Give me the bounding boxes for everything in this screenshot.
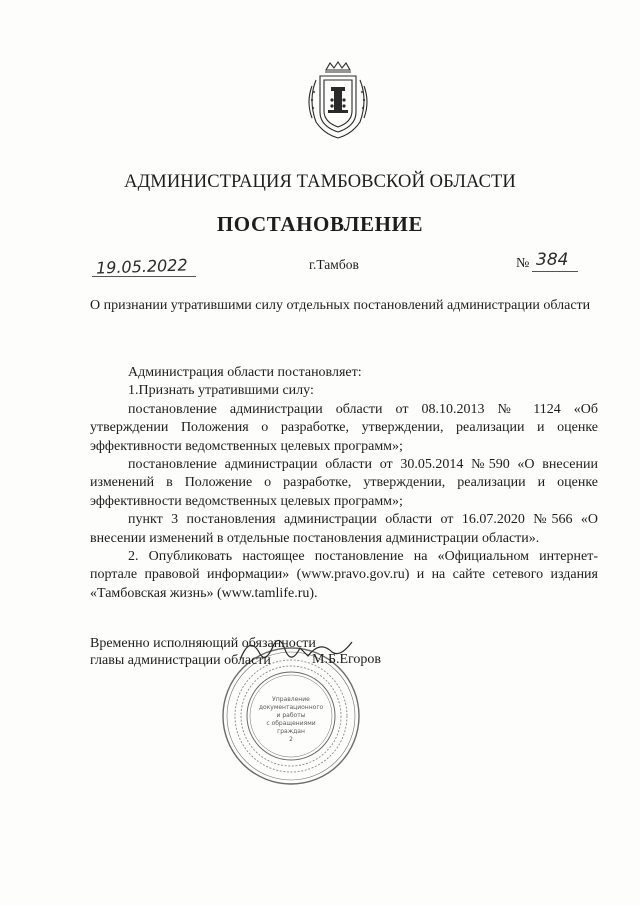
body-paragraph: постановление администрации области от 30.05.2014 №590 «О внесении изменений в Положение о разработке, утверждении, реализации и оценке эффективности ведомственных целевых программ»; [90,457,598,509]
position-line: Временно исполняющий обязанности [90,636,316,651]
date-underline [92,276,196,277]
document-type-title: ПОСТАНОВЛЕНИЕ [216,212,424,236]
body-paragraph: постановление администрации области от 08.10.2013 № 1124 «Об утверждении Положения о разработке, утверждении, реализации и оценке эффективности ведомственных целевых программ»; [90,401,598,454]
document-body [90,364,598,603]
position-line: главы администрации области [90,653,271,668]
document-number: 384 [536,250,569,270]
signatory-name: М.Б.Егоров [312,652,382,667]
coat-of-arms-emblem [298,60,378,142]
document-city: г.Тамбов [309,257,359,272]
body-paragraph: 1.Признать утратившими силу: [128,383,314,399]
number-underline [532,271,578,272]
document-date: 19.05.2022 [95,255,188,278]
stamp-inner-text: Управление документационного и работы с обращениями граждан 2 [258,696,324,743]
body-paragraph: 2. Опубликовать настоящее постановление на «Официальном интернет-портале правовой информации» (www.pravo.gov.ru) и на сайте сетевого издания «Тамбовская жизнь» (www.tamlife.ru). [90,549,598,601]
body-paragraph: пункт 3 постановления администрации области от 16.07.2020 №566 «О внесении изменений в отдельные постановления администрации области». [90,512,598,546]
organization-name: АДМИНИСТРАЦИЯ ТАМБОВСКОЙ ОБЛАСТИ [124,172,516,192]
document-subject: О признании утратившими силу отдельных постановлений администрации области [90,298,591,313]
body-paragraph: Администрация области постановляет: [128,365,362,380]
handwritten-signature [236,630,356,670]
number-label: № [516,256,530,271]
